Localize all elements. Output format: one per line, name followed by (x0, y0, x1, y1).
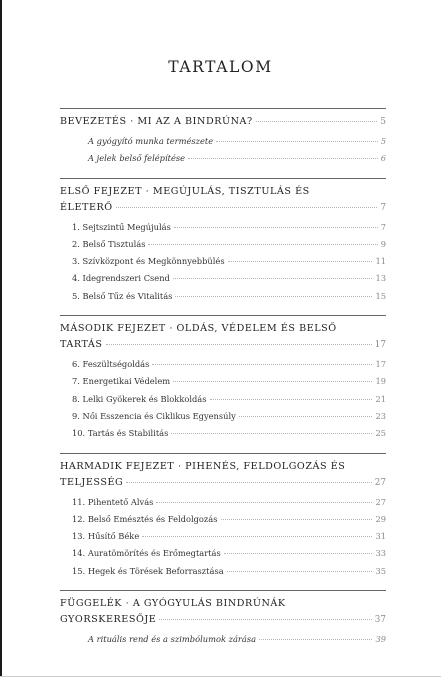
toc-entry-page-number: 6 (380, 153, 386, 164)
toc-entry-label: 7. Energetikai Védelem (72, 376, 171, 387)
dot-leader (216, 141, 378, 142)
toc-chapter-heading[interactable] (60, 321, 386, 353)
toc-entry-label: 1. Sejtszintű Megújulás (72, 221, 171, 232)
toc-entry-label: A gyógyító munka természete (88, 136, 214, 146)
dot-leader (173, 278, 373, 279)
dot-leader (228, 261, 373, 262)
dot-leader (227, 571, 373, 572)
toc-section (60, 453, 386, 580)
toc-entry[interactable] (72, 288, 386, 305)
toc-entry[interactable] (72, 270, 386, 287)
chapter-title-line: GYORSKERESŐJE (60, 614, 157, 626)
toc-entry[interactable] (88, 631, 386, 648)
table-of-contents (60, 108, 386, 648)
toc-chapter-heading[interactable] (60, 459, 386, 491)
dot-leader (210, 399, 373, 400)
chapter-page-number: 37 (374, 615, 386, 626)
toc-entry-label: 14. Auratömörítés és Erőmegtartás (72, 548, 221, 559)
dot-leader (171, 433, 372, 434)
dot-leader (159, 619, 371, 620)
toc-entry[interactable] (72, 253, 386, 270)
toc-section (60, 590, 386, 648)
toc-entry-list (60, 494, 386, 580)
toc-entry-label: 15. Hegek és Törések Beforrasztása (72, 565, 224, 576)
toc-entry[interactable] (72, 391, 386, 408)
dot-leader (224, 553, 373, 554)
toc-entry[interactable] (72, 236, 386, 253)
toc-entry-label: 12. Belső Emésztés és Feldolgozás (72, 513, 218, 524)
dot-leader (106, 344, 372, 345)
dot-leader (259, 639, 372, 640)
dot-leader (175, 296, 372, 297)
toc-entry[interactable] (72, 425, 386, 442)
chapter-page-number: 27 (374, 477, 386, 488)
toc-entry[interactable] (72, 373, 386, 390)
toc-entry-page-number: 13 (375, 273, 386, 284)
chapter-title-line: TARTÁS (60, 339, 103, 351)
dot-leader (156, 502, 372, 503)
toc-entry-label: 13. Hűsítő Béke (72, 531, 140, 542)
chapter-title-line: ELSŐ FEJEZET · MEGÚJULÁS, TISZTULÁS ÉS (60, 185, 310, 197)
toc-chapter-heading[interactable] (60, 114, 386, 130)
toc-entry-label: 5. Belső Tűz és Vitalitás (72, 290, 173, 301)
toc-entry-label: 9. Női Esszencia és Ciklikus Egyensúly (72, 410, 236, 421)
toc-entry[interactable] (72, 494, 386, 511)
toc-entry-label: 4. Idegrendszeri Csend (72, 273, 170, 284)
toc-entry[interactable] (88, 133, 386, 150)
page-title: TARTALOM (168, 58, 273, 76)
toc-entry-label: 3. Szívközpont és Megkönnyebbülés (72, 256, 225, 267)
toc-entry-page-number: 31 (375, 531, 386, 542)
toc-entry-page-number: 19 (375, 376, 386, 387)
toc-entry[interactable] (72, 356, 386, 373)
chapter-page-number: 5 (380, 117, 386, 127)
dot-leader (256, 121, 378, 122)
dot-leader (152, 364, 372, 365)
toc-entry-page-number: 39 (375, 634, 386, 645)
toc-entry-page-number: 15 (375, 290, 386, 301)
toc-entry-page-number: 5 (380, 136, 386, 146)
chapter-page-number: 17 (374, 340, 386, 351)
toc-entry-page-number: 33 (375, 548, 386, 559)
dot-leader (126, 482, 372, 483)
toc-entry-label: A jelek belső felépítése (88, 153, 186, 164)
toc-entry[interactable] (72, 511, 386, 528)
toc-entry-label: 8. Lelki Gyökerek és Blokkoldás (72, 393, 207, 404)
toc-entry-label: 6. Feszültségoldás (72, 359, 150, 370)
chapter-title-line: HARMADIK FEJEZET · PIHENÉS, FELDOLGOZÁS ÉS (60, 460, 346, 472)
dot-leader (188, 158, 378, 159)
toc-entry[interactable] (72, 545, 386, 562)
toc-entry-page-number: 27 (375, 496, 386, 507)
toc-entry-list (60, 133, 386, 168)
chapter-title-line: ÉLETERŐ (60, 201, 113, 213)
chapter-page-number: 7 (380, 202, 386, 213)
toc-entry-page-number: 7 (380, 221, 386, 232)
toc-entry[interactable] (72, 563, 386, 580)
toc-entry-label: 2. Belső Tisztulás (72, 238, 146, 249)
toc-section (60, 108, 386, 168)
toc-section (60, 315, 386, 442)
dot-leader (148, 244, 377, 245)
toc-entry-page-number: 23 (375, 410, 386, 421)
dot-leader (174, 227, 378, 228)
toc-entry-page-number: 17 (375, 359, 386, 370)
toc-entry-page-number: 21 (375, 393, 386, 404)
toc-entry-label: 10. Tartás és Stabilitás (72, 428, 169, 439)
toc-entry-page-number: 11 (375, 256, 386, 267)
chapter-title-line: TELJESSÉG (60, 476, 124, 488)
toc-entry[interactable] (72, 408, 386, 425)
chapter-title-line: FÜGGELÉK · A GYÓGYULÁS BINDRÚNÁK (60, 598, 286, 610)
chapter-title-line: BEVEZETÉS · MI AZ A BINDRÚNA? (60, 116, 253, 127)
toc-entry-page-number: 35 (375, 565, 386, 576)
dot-leader (173, 381, 372, 382)
dot-leader (116, 207, 378, 208)
toc-entry-page-number: 25 (375, 428, 386, 439)
toc-entry[interactable] (72, 528, 386, 545)
toc-entry-list (60, 631, 386, 648)
toc-chapter-heading[interactable] (60, 184, 386, 216)
chapter-title-line: MÁSODIK FEJEZET · OLDÁS, VÉDELEM ÉS BELSŐ (60, 323, 337, 335)
toc-section (60, 178, 386, 305)
toc-entry[interactable] (88, 150, 386, 167)
toc-entry-page-number: 29 (375, 513, 386, 524)
dot-leader (239, 416, 373, 417)
toc-chapter-heading[interactable] (60, 596, 386, 628)
dot-leader (221, 519, 373, 520)
toc-entry[interactable] (72, 219, 386, 236)
toc-entry-page-number: 9 (380, 238, 386, 249)
dot-leader (142, 536, 372, 537)
toc-entry-list (60, 219, 386, 305)
page-edge (0, 0, 2, 677)
toc-entry-label: 11. Pihentető Alvás (72, 496, 154, 507)
toc-entry-list (60, 356, 386, 442)
toc-entry-label: A rituális rend és a szimbólumok zárása (88, 634, 257, 645)
